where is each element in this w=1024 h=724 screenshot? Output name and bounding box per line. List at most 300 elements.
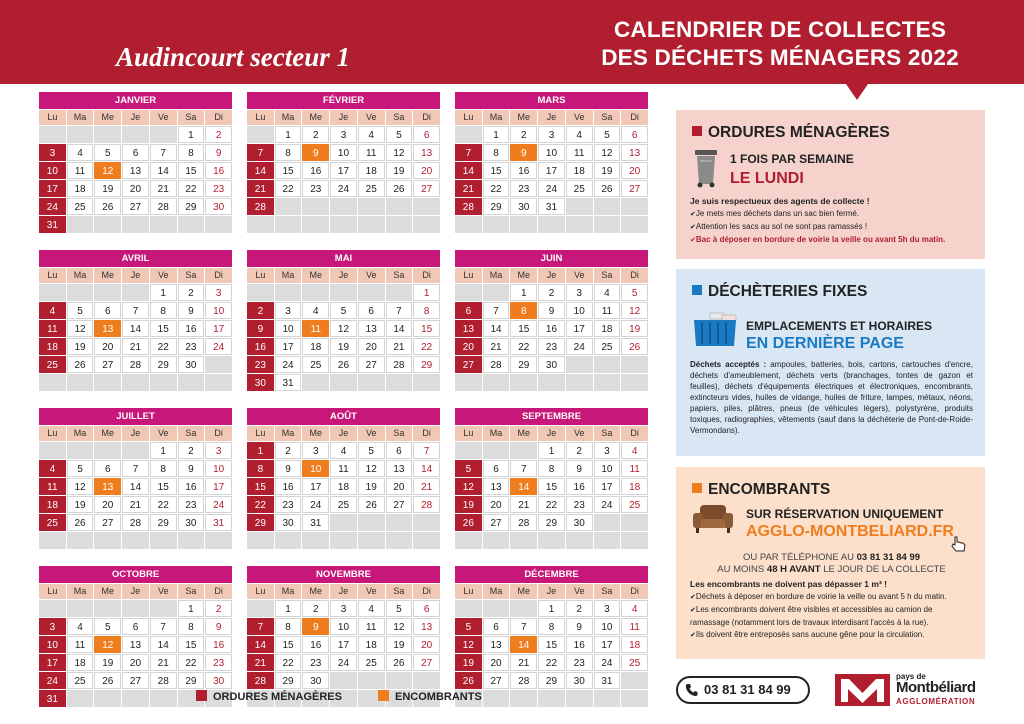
day-cell: 23 [302,180,329,197]
month-block [247,408,440,549]
day-cell: 21 [483,338,510,355]
week-row [247,672,440,689]
week-row [247,284,440,301]
week-row [39,198,232,215]
weekday-header-row [39,584,232,599]
decheteries-panel [676,269,985,456]
week-row [39,284,232,301]
delay-suffix: LE JOUR DE LA COLLECTE [820,564,946,575]
weekday-label: Ma [67,584,94,599]
ordures-day-cell: 11 [39,320,66,337]
empty-day-cell [122,374,149,391]
ordures-day-cell: 30 [247,374,274,391]
weekday-label: Sa [178,268,205,283]
day-cell: 19 [386,636,413,653]
empty-day-cell [205,532,232,549]
day-cell: 15 [538,478,565,495]
day-cell: 16 [302,636,329,653]
day-cell: 31 [275,374,302,391]
day-cell: 19 [358,478,385,495]
day-cell: 19 [386,162,413,179]
day-cell: 28 [386,356,413,373]
empty-day-cell [94,442,121,459]
day-cell: 9 [566,618,593,635]
ordures-day-cell: 26 [455,514,482,531]
day-cell: 30 [178,514,205,531]
weekday-label: Me [510,268,537,283]
week-row [455,636,648,653]
week-row [39,162,232,179]
day-cell: 23 [205,180,232,197]
day-cell: 24 [275,356,302,373]
weekday-header-row [455,110,648,125]
day-cell: 24 [538,180,565,197]
week-row [455,672,648,689]
day-cell: 8 [275,618,302,635]
empty-day-cell [358,532,385,549]
day-cell: 27 [413,180,440,197]
week-row [247,338,440,355]
day-cell: 23 [205,654,232,671]
month-block [247,250,440,391]
day-cell: 5 [94,144,121,161]
empty-day-cell [455,216,482,233]
day-cell: 8 [150,302,177,319]
week-row [247,374,440,391]
week-row [39,460,232,477]
day-cell: 24 [594,654,621,671]
day-cell: 10 [594,618,621,635]
empty-day-cell [122,532,149,549]
weekday-header-row [247,110,440,125]
week-row [39,636,232,653]
empty-day-cell [621,216,648,233]
day-cell: 18 [621,636,648,653]
weekday-label: Ve [566,426,593,441]
weekday-label: Je [538,426,565,441]
week-row [455,374,648,391]
empty-day-cell [483,600,510,617]
day-cell: 16 [510,162,537,179]
ordures-day-cell: 12 [455,636,482,653]
month-name: AVRIL [39,250,232,267]
day-cell: 27 [358,356,385,373]
day-cell: 30 [510,198,537,215]
encombrants-day-cell: 14 [510,636,537,653]
empty-day-cell [178,216,205,233]
decheteries-accepted [690,359,973,436]
day-cell: 15 [275,162,302,179]
day-cell: 26 [94,672,121,689]
ordures-day-cell: 5 [455,460,482,477]
day-cell: 12 [358,460,385,477]
day-cell: 10 [330,618,357,635]
empty-day-cell [386,532,413,549]
day-cell: 30 [205,672,232,689]
day-cell: 27 [122,198,149,215]
month-name: SEPTEMBRE [455,408,648,425]
day-cell: 20 [358,338,385,355]
week-row [455,198,648,215]
week-row [455,126,648,143]
empty-day-cell [413,216,440,233]
armchair-icon [692,502,734,534]
day-cell: 17 [205,320,232,337]
day-cell: 27 [122,672,149,689]
week-row [455,478,648,495]
day-cell: 7 [150,144,177,161]
day-cell: 14 [122,320,149,337]
ordures-day-cell: 21 [247,180,274,197]
day-cell: 26 [594,180,621,197]
day-cell: 7 [510,460,537,477]
weekday-label: Di [621,584,648,599]
day-cell: 14 [150,162,177,179]
ordures-frequency: 1 FOIS PAR SEMAINE [730,152,854,166]
week-row [455,320,648,337]
decheteries-line-2: EN DERNIÈRE PAGE [746,335,904,352]
day-cell: 18 [330,478,357,495]
day-cell: 10 [566,302,593,319]
empty-day-cell [358,198,385,215]
day-cell: 25 [358,654,385,671]
encombrants-day-cell: 9 [302,144,329,161]
day-cell: 30 [302,672,329,689]
weekday-label: Ve [566,110,593,125]
empty-day-cell [39,126,66,143]
empty-day-cell [150,126,177,143]
ordures-day-cell: 24 [39,198,66,215]
empty-day-cell [538,216,565,233]
ordures-day-cell: 31 [39,216,66,233]
day-cell: 4 [621,442,648,459]
empty-day-cell [413,672,440,689]
empty-day-cell [122,600,149,617]
empty-day-cell [386,672,413,689]
empty-day-cell [205,374,232,391]
day-cell: 29 [178,672,205,689]
ordures-day-cell: 14 [247,636,274,653]
week-row [247,460,440,477]
weekday-label: Lu [247,110,274,125]
day-cell: 8 [178,618,205,635]
empty-day-cell [94,216,121,233]
weekday-label: Je [330,110,357,125]
ordures-day-cell: 2 [247,302,274,319]
ordures-day-cell: 31 [39,690,66,707]
empty-day-cell [386,198,413,215]
day-cell: 10 [205,460,232,477]
day-cell: 7 [122,460,149,477]
day-cell: 3 [302,442,329,459]
week-row [247,600,440,617]
weekday-label: Di [413,268,440,283]
weekday-label: Ma [275,268,302,283]
weekday-label: Ve [358,426,385,441]
empty-day-cell [178,374,205,391]
weekday-label: Ma [67,426,94,441]
day-cell: 2 [510,126,537,143]
month-name: OCTOBRE [39,566,232,583]
encombrants-phone-info [690,552,973,576]
day-cell: 25 [302,356,329,373]
ordures-day-cell: 21 [455,180,482,197]
day-cell: 23 [538,338,565,355]
day-cell: 21 [413,478,440,495]
day-cell: 15 [178,162,205,179]
day-cell: 16 [205,636,232,653]
day-cell: 2 [302,600,329,617]
weekday-label: Je [122,268,149,283]
ordures-day-cell: 28 [247,672,274,689]
empty-day-cell [566,216,593,233]
pointing-hand-icon [950,535,968,553]
day-cell: 15 [178,636,205,653]
empty-day-cell [94,126,121,143]
empty-day-cell [386,514,413,531]
weekday-label: Me [510,426,537,441]
weekday-label: Sa [386,268,413,283]
ordures-day-cell: 8 [247,460,274,477]
day-cell: 13 [483,636,510,653]
week-row [455,180,648,197]
encombrants-delay-line [690,564,973,576]
weekday-label: Ve [566,584,593,599]
day-cell: 17 [302,478,329,495]
day-cell: 20 [413,162,440,179]
day-cell: 16 [178,320,205,337]
weekday-label: Je [330,268,357,283]
week-row [39,302,232,319]
week-row [39,654,232,671]
empty-day-cell [594,198,621,215]
day-cell: 3 [566,284,593,301]
day-cell: 7 [483,302,510,319]
ordures-square-icon [692,126,702,136]
encombrants-panel [676,467,985,659]
day-cell: 27 [621,180,648,197]
weekday-label: Lu [247,426,274,441]
encombrants-day-cell: 12 [94,162,121,179]
day-cell: 24 [566,338,593,355]
title-line-1: CALENDRIER DE COLLECTES [613,17,947,42]
day-cell: 24 [330,654,357,671]
week-row [247,532,440,549]
empty-day-cell [413,532,440,549]
empty-day-cell [67,126,94,143]
day-cell: 17 [594,478,621,495]
week-row [39,478,232,495]
week-row [247,496,440,513]
week-row [455,514,648,531]
empty-day-cell [566,356,593,373]
day-cell: 26 [621,338,648,355]
encombrants-day-cell: 13 [94,320,121,337]
week-row [455,690,648,707]
weekday-label: Sa [386,584,413,599]
decheteries-heading [692,283,867,301]
empty-day-cell [94,600,121,617]
encombrants-website-link[interactable]: AGGLO-MONTBELIARD.FR [746,523,954,540]
encombrants-square-icon [692,483,702,493]
empty-day-cell [566,198,593,215]
ordures-day-cell: 23 [247,356,274,373]
day-cell: 25 [594,338,621,355]
empty-day-cell [358,216,385,233]
ordures-day-cell: 18 [39,496,66,513]
day-cell: 13 [413,618,440,635]
day-cell: 6 [358,302,385,319]
day-cell: 27 [94,514,121,531]
day-cell: 8 [538,460,565,477]
empty-day-cell [247,600,274,617]
week-row [39,180,232,197]
day-cell: 28 [150,198,177,215]
day-cell: 31 [302,514,329,531]
empty-day-cell [330,216,357,233]
week-row [247,320,440,337]
day-cell: 5 [386,126,413,143]
weekday-label: Di [205,584,232,599]
day-cell: 17 [594,636,621,653]
weekday-header-row [247,426,440,441]
day-cell: 21 [510,496,537,513]
day-cell: 22 [510,338,537,355]
week-row [455,654,648,671]
week-row [455,338,648,355]
day-cell: 13 [122,162,149,179]
weekday-label: Ma [67,110,94,125]
weekday-label: Lu [39,110,66,125]
day-cell: 1 [538,600,565,617]
day-cell: 18 [67,180,94,197]
day-cell: 13 [122,636,149,653]
ordures-day-cell: 5 [455,618,482,635]
day-cell: 17 [538,162,565,179]
day-cell: 24 [302,496,329,513]
day-cell: 1 [510,284,537,301]
ordures-day-cell: 4 [39,302,66,319]
ordures-day-cell: 3 [39,618,66,635]
footer-phone[interactable] [676,676,810,704]
legend-encombrants-swatch [378,690,389,701]
weekday-label: Sa [178,584,205,599]
day-cell: 15 [150,478,177,495]
encombrants-reservation: SUR RÉSERVATION UNIQUEMENT [746,507,944,521]
day-cell: 14 [150,636,177,653]
empty-day-cell [455,126,482,143]
ordures-day-cell: 19 [455,654,482,671]
ordures-day-cell: 7 [455,144,482,161]
day-cell: 16 [275,478,302,495]
month-block [39,92,232,233]
weekday-label: Lu [39,584,66,599]
empty-day-cell [358,374,385,391]
weekday-label: Me [94,110,121,125]
logo-montbeliard: Montbéliard [896,679,976,696]
empty-day-cell [621,198,648,215]
month-name: JUILLET [39,408,232,425]
day-cell: 11 [67,636,94,653]
logo-pays: pays de [896,672,926,681]
ordures-day-cell: 15 [247,478,274,495]
day-cell: 9 [205,618,232,635]
weekday-label: Sa [386,426,413,441]
encombrants-rule: ✔ Ils doivent être entreposés sans aucune gêne pour la circulation. [690,629,973,642]
day-cell: 29 [150,356,177,373]
day-cell: 2 [566,442,593,459]
month-name: MARS [455,92,648,109]
day-cell: 27 [483,672,510,689]
month-name: JUIN [455,250,648,267]
day-cell: 10 [538,144,565,161]
day-cell: 18 [358,162,385,179]
week-row [247,356,440,373]
empty-day-cell [510,442,537,459]
legend-ordures [196,690,342,703]
weekday-label: Sa [178,426,205,441]
weekday-label: Lu [247,268,274,283]
page-title [560,16,1000,72]
empty-day-cell [594,532,621,549]
empty-day-cell [122,284,149,301]
week-row [455,144,648,161]
day-cell: 15 [510,320,537,337]
day-cell: 2 [205,600,232,617]
day-cell: 27 [386,496,413,513]
ordures-day-cell: 9 [247,320,274,337]
day-cell: 20 [413,636,440,653]
ordures-day-cell: 24 [39,672,66,689]
day-cell: 16 [205,162,232,179]
day-cell: 23 [510,180,537,197]
weekday-label: Me [302,584,329,599]
ordures-day-cell: 10 [39,636,66,653]
ordures-warning: ✔ Bac à déposer en bordure de voirie la veille ou avant 5h du matin. [690,234,945,247]
day-cell: 1 [275,600,302,617]
day-cell: 8 [275,144,302,161]
empty-day-cell [594,514,621,531]
footer-phone-number: 03 81 31 84 99 [704,682,791,697]
weekday-label: Je [122,584,149,599]
day-cell: 12 [594,144,621,161]
day-cell: 8 [413,302,440,319]
weekday-label: Me [510,110,537,125]
weekday-label: Ma [275,584,302,599]
day-cell: 19 [330,338,357,355]
day-cell: 10 [330,144,357,161]
day-cell: 30 [178,356,205,373]
day-cell: 28 [122,356,149,373]
week-row [39,672,232,689]
weekday-header-row [39,268,232,283]
day-cell: 3 [538,126,565,143]
week-row [455,442,648,459]
ordures-day-cell: 18 [39,338,66,355]
weekday-label: Di [413,426,440,441]
day-cell: 11 [566,144,593,161]
day-cell: 26 [386,180,413,197]
empty-day-cell [358,672,385,689]
ordures-day-cell: 14 [247,162,274,179]
day-cell: 23 [178,338,205,355]
day-cell: 22 [150,338,177,355]
weekday-label: Me [302,268,329,283]
day-cell: 18 [621,478,648,495]
day-cell: 1 [483,126,510,143]
weekday-header-row [39,110,232,125]
day-cell: 23 [302,654,329,671]
